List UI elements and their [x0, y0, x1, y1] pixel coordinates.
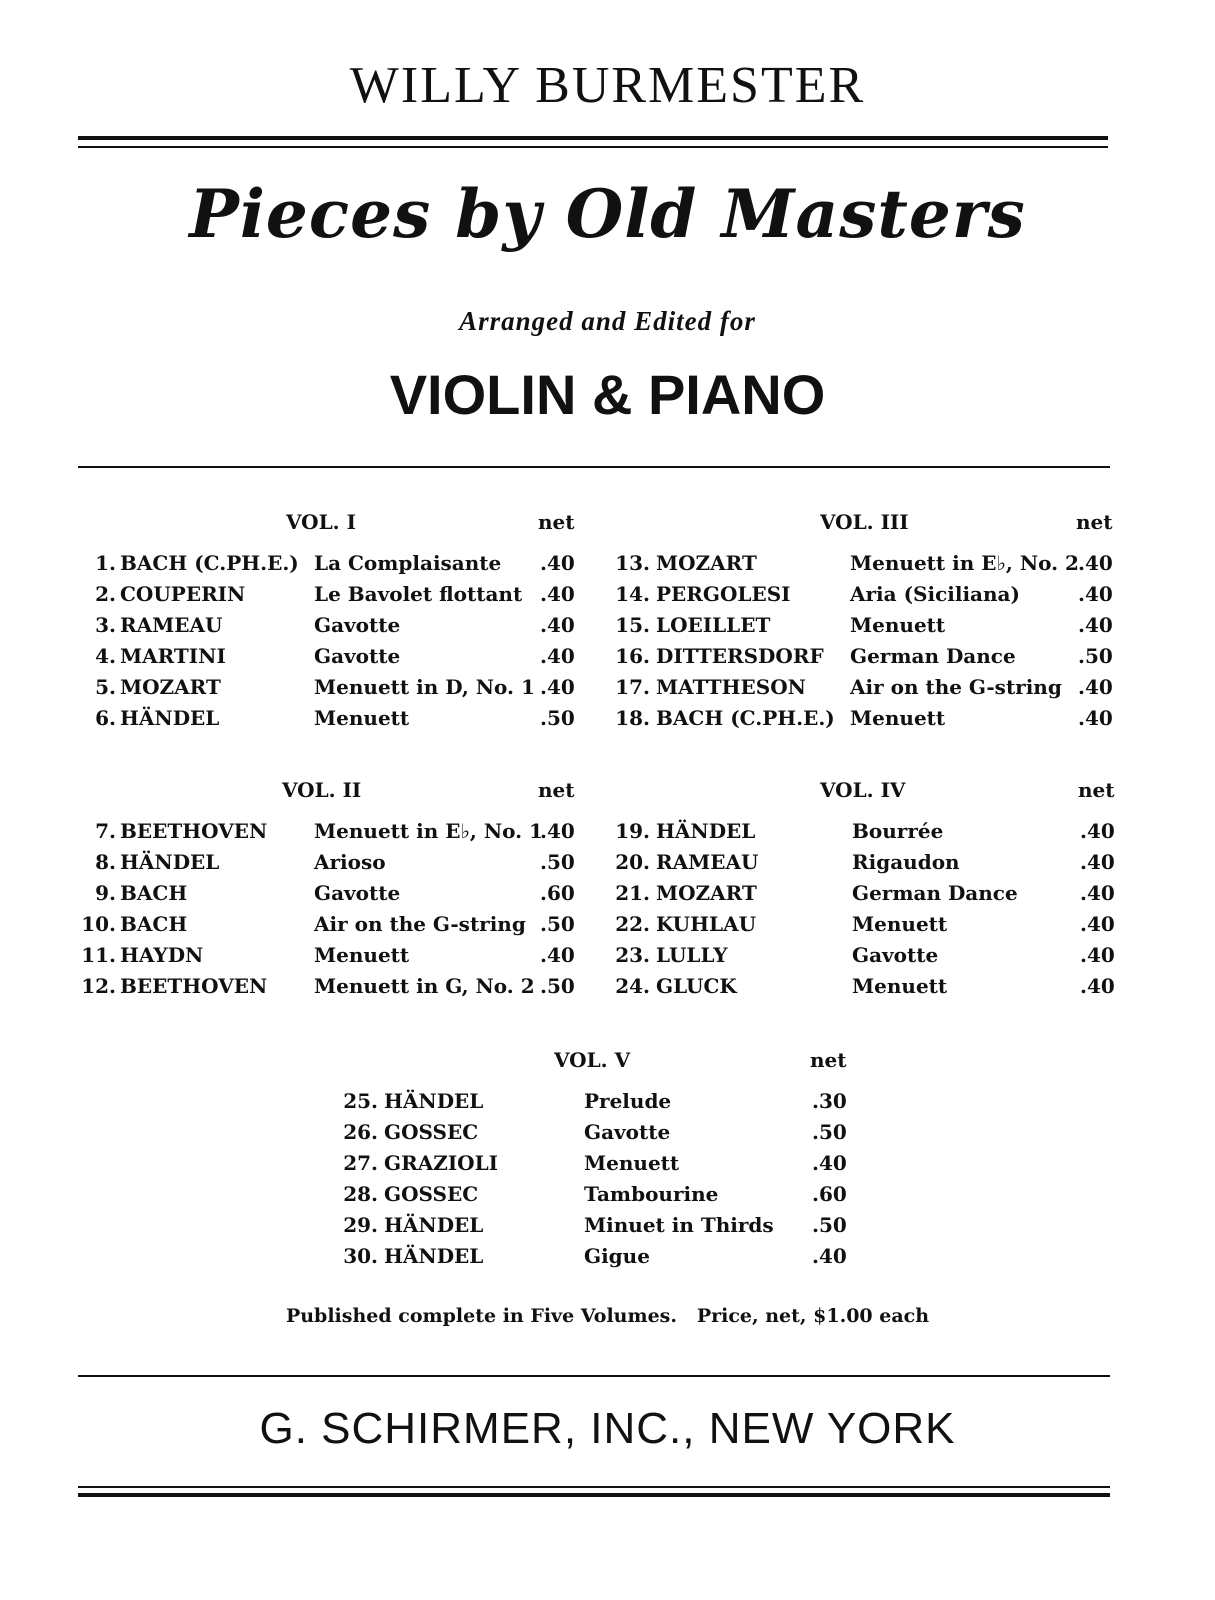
item-composer: LULLY — [656, 943, 728, 967]
item-composer: HÄNDEL — [384, 1089, 484, 1113]
page-title: Pieces by Old Masters — [189, 175, 1026, 253]
item-composer: GRAZIOLI — [384, 1151, 499, 1175]
composer-name: WILLY BURMESTER — [349, 57, 866, 114]
item-piece: Menuett — [852, 912, 948, 936]
list-item — [78, 912, 638, 943]
footer-rule-top — [78, 1375, 1110, 1377]
item-number: 18. — [615, 706, 650, 730]
list-item — [612, 881, 1172, 912]
list-item — [340, 1213, 900, 1244]
item-piece: Gavotte — [314, 613, 401, 637]
item-composer: COUPERIN — [120, 582, 246, 606]
list-item — [612, 675, 1172, 706]
volume-5 — [340, 1048, 860, 1268]
price-label: net — [1076, 510, 1113, 534]
item-number: 17. — [615, 675, 650, 699]
item-number: 13. — [615, 551, 650, 575]
item-price: .40 — [540, 551, 575, 575]
item-price: .50 — [812, 1120, 847, 1144]
item-composer: BACH (C.PH.E.) — [120, 551, 299, 575]
item-number: 20. — [615, 850, 650, 874]
item-composer: DITTERSDORF — [656, 644, 824, 668]
item-price: .40 — [1078, 706, 1113, 730]
item-piece: Minuet in Thirds — [584, 1213, 774, 1237]
item-number: 14. — [615, 582, 650, 606]
item-price: .40 — [1078, 613, 1113, 637]
bottom-rule-thin — [78, 1486, 1110, 1488]
item-composer: RAMEAU — [120, 613, 223, 637]
item-price: .40 — [540, 644, 575, 668]
list-item — [612, 974, 1172, 1005]
item-piece: Menuett in D, No. 1 — [314, 675, 535, 699]
item-number: 27. — [343, 1151, 378, 1175]
list-item — [612, 644, 1172, 675]
item-number: 30. — [343, 1244, 378, 1268]
item-piece: Menuett — [850, 613, 946, 637]
item-number: 23. — [615, 943, 650, 967]
item-price: .60 — [812, 1182, 847, 1206]
top-rule-thin — [78, 146, 1108, 148]
item-composer: BEETHOVEN — [120, 974, 268, 998]
item-composer: PERGOLESI — [656, 582, 791, 606]
item-piece: German Dance — [852, 881, 1018, 905]
list-item — [78, 551, 638, 582]
item-number: 28. — [343, 1182, 378, 1206]
price-label: net — [1078, 778, 1115, 802]
item-number: 29. — [343, 1213, 378, 1237]
item-piece: Menuett — [314, 943, 410, 967]
item-composer: MATTHESON — [656, 675, 806, 699]
item-composer: HÄNDEL — [384, 1213, 484, 1237]
item-piece: Gavotte — [584, 1120, 671, 1144]
item-price: .50 — [540, 850, 575, 874]
item-piece: Gavotte — [314, 644, 401, 668]
list-item — [612, 912, 1172, 943]
item-composer: MOZART — [120, 675, 221, 699]
item-number: 25. — [343, 1089, 378, 1113]
item-composer: HÄNDEL — [384, 1244, 484, 1268]
item-piece: Menuett in E♭, No. 1 — [314, 819, 543, 843]
item-price: .30 — [812, 1089, 847, 1113]
item-number: 5. — [95, 675, 116, 699]
item-piece: Aria (Siciliana) — [850, 582, 1020, 606]
item-number: 2. — [95, 582, 116, 606]
item-piece: Menuett — [584, 1151, 680, 1175]
item-number: 16. — [615, 644, 650, 668]
item-composer: MOZART — [656, 881, 757, 905]
list-item — [78, 881, 638, 912]
item-price: .40 — [1078, 582, 1113, 606]
item-price: .40 — [540, 613, 575, 637]
item-number: 22. — [615, 912, 650, 936]
item-number: 19. — [615, 819, 650, 843]
list-item — [78, 706, 638, 737]
item-composer: BACH — [120, 912, 188, 936]
item-number: 12. — [81, 974, 116, 998]
item-price: .50 — [540, 974, 575, 998]
list-item — [612, 819, 1172, 850]
edition-note: Published complete in Five Volumes. Price, net, $1.00 each — [285, 1305, 930, 1327]
item-composer: HAYDN — [120, 943, 204, 967]
item-piece: Rigaudon — [852, 850, 960, 874]
item-number: 7. — [95, 819, 116, 843]
item-price: .50 — [812, 1213, 847, 1237]
item-composer: RAMEAU — [656, 850, 759, 874]
item-price: .40 — [1080, 850, 1115, 874]
list-item — [612, 943, 1172, 974]
item-composer: BACH — [120, 881, 188, 905]
price-label: net — [538, 510, 575, 534]
list-item — [78, 943, 638, 974]
volume-4 — [612, 778, 1115, 998]
item-price: .50 — [1078, 644, 1113, 668]
item-composer: MARTINI — [120, 644, 226, 668]
item-composer: GLUCK — [656, 974, 737, 998]
item-number: 4. — [95, 644, 116, 668]
list-item — [340, 1244, 900, 1275]
list-item — [78, 974, 638, 1005]
item-composer: LOEILLET — [656, 613, 771, 637]
item-number: 8. — [95, 850, 116, 874]
item-composer: GOSSEC — [384, 1182, 479, 1206]
item-number: 26. — [343, 1120, 378, 1144]
volume-heading: VOL. I — [286, 510, 356, 534]
instrumentation: VIOLIN & PIANO — [389, 363, 826, 426]
item-price: .50 — [540, 706, 575, 730]
volume-heading: VOL. III — [820, 510, 909, 534]
item-price: .40 — [812, 1244, 847, 1268]
item-piece: Tambourine — [584, 1182, 719, 1206]
item-price: .40 — [540, 675, 575, 699]
item-number: 15. — [615, 613, 650, 637]
item-piece: Menuett — [850, 706, 946, 730]
item-piece: Menuett in E♭, No. 2 — [850, 551, 1079, 575]
publisher-name: G. SCHIRMER, INC., NEW YORK — [259, 1404, 956, 1453]
item-piece: Air on the G-string — [314, 912, 526, 936]
list-item — [78, 819, 638, 850]
item-price: .40 — [1080, 881, 1115, 905]
item-number: 24. — [615, 974, 650, 998]
item-price: .40 — [812, 1151, 847, 1175]
price-label: net — [538, 778, 575, 802]
volume-1 — [78, 510, 578, 730]
item-piece: Menuett in G, No. 2 — [314, 974, 535, 998]
item-number: 1. — [95, 551, 116, 575]
item-composer: MOZART — [656, 551, 757, 575]
item-piece: Gavotte — [852, 943, 939, 967]
item-price: .40 — [1080, 912, 1115, 936]
item-number: 11. — [81, 943, 116, 967]
list-item — [78, 675, 638, 706]
bottom-rule-thick — [78, 1493, 1110, 1497]
list-item — [78, 613, 638, 644]
list-item — [612, 706, 1172, 737]
item-price: .40 — [1080, 819, 1115, 843]
item-piece: German Dance — [850, 644, 1016, 668]
list-item — [612, 613, 1172, 644]
volume-3 — [612, 510, 1112, 730]
list-item — [612, 551, 1172, 582]
item-number: 10. — [81, 912, 116, 936]
item-price: .40 — [1078, 675, 1113, 699]
item-composer: BACH (C.PH.E.) — [656, 706, 835, 730]
volume-heading: VOL. II — [282, 778, 362, 802]
list-item — [612, 850, 1172, 881]
item-composer: HÄNDEL — [120, 706, 220, 730]
item-composer: HÄNDEL — [656, 819, 756, 843]
top-rule-thick — [78, 136, 1108, 140]
item-composer: KUHLAU — [656, 912, 757, 936]
item-piece: Menuett — [314, 706, 410, 730]
list-item — [340, 1182, 900, 1213]
list-item — [78, 850, 638, 881]
item-piece: Prelude — [584, 1089, 672, 1113]
section-rule-top — [78, 466, 1110, 468]
list-item — [340, 1089, 900, 1120]
volume-heading: VOL. V — [554, 1048, 631, 1072]
item-piece: Gavotte — [314, 881, 401, 905]
list-item — [612, 582, 1172, 613]
item-composer: GOSSEC — [384, 1120, 479, 1144]
list-item — [78, 644, 638, 675]
item-price: .40 — [1080, 974, 1115, 998]
item-piece: Gigue — [584, 1244, 650, 1268]
item-price: .50 — [540, 912, 575, 936]
item-price: .40 — [1078, 551, 1113, 575]
item-price: .40 — [540, 943, 575, 967]
list-item — [340, 1120, 900, 1151]
item-composer: HÄNDEL — [120, 850, 220, 874]
item-piece: La Complaisante — [314, 551, 502, 575]
price-label: net — [810, 1048, 847, 1072]
item-piece: Bourrée — [852, 819, 944, 843]
item-piece: Arioso — [314, 850, 386, 874]
item-price: .40 — [1080, 943, 1115, 967]
item-piece: Le Bavolet flottant — [314, 582, 523, 606]
item-piece: Menuett — [852, 974, 948, 998]
subtitle: Arranged and Edited for — [459, 306, 756, 336]
item-composer: BEETHOVEN — [120, 819, 268, 843]
item-price: .40 — [540, 582, 575, 606]
item-number: 3. — [95, 613, 116, 637]
list-item — [340, 1151, 900, 1182]
volume-2 — [78, 778, 578, 998]
item-price: .40 — [540, 819, 575, 843]
list-item — [78, 582, 638, 613]
item-number: 6. — [95, 706, 116, 730]
volume-heading: VOL. IV — [820, 778, 906, 802]
item-price: .60 — [540, 881, 575, 905]
item-number: 21. — [615, 881, 650, 905]
item-piece: Air on the G-string — [850, 675, 1062, 699]
item-number: 9. — [95, 881, 116, 905]
